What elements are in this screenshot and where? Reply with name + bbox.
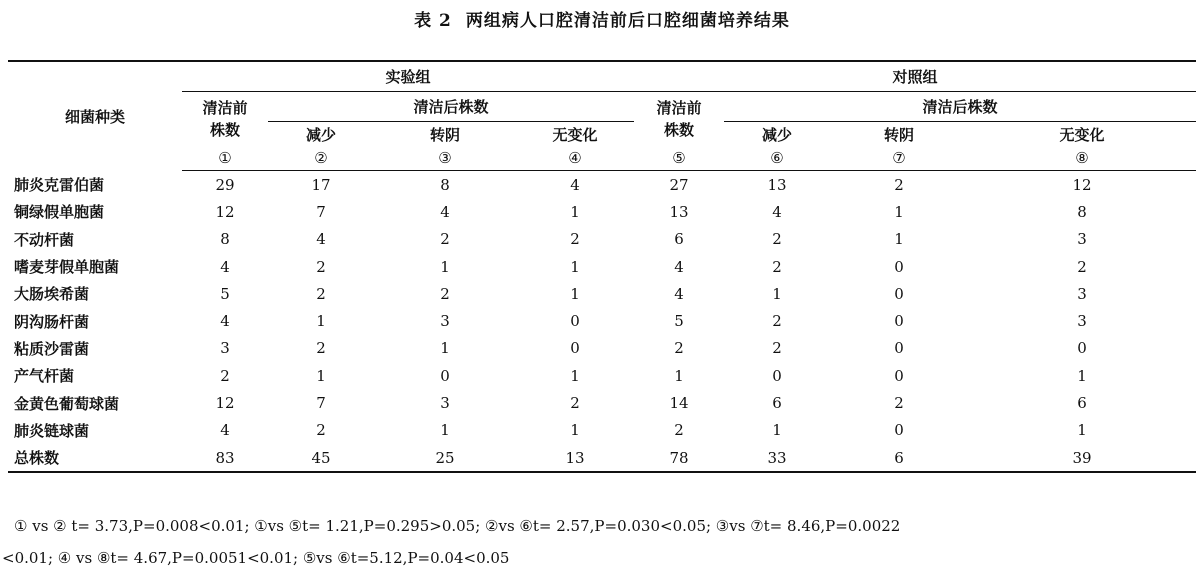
- group-header-experimental: 实验组: [182, 61, 634, 92]
- count-cell: 5: [674, 312, 684, 331]
- count-cell: 8: [440, 175, 450, 194]
- count-cell: 2: [440, 230, 450, 249]
- ctl-col-negative: 转阴: [884, 125, 915, 144]
- bacteria-name-cell: 不动杆菌: [14, 230, 75, 249]
- count-cell: 12: [1072, 175, 1092, 194]
- count-cell: 1: [570, 257, 580, 276]
- count-cell: 1: [440, 421, 450, 440]
- count-cell: 1: [772, 284, 782, 303]
- count-cell: 0: [772, 366, 782, 385]
- count-cell: 0: [894, 312, 904, 331]
- table-row: [8, 280, 1196, 307]
- table-row: [8, 171, 1196, 199]
- count-cell: 14: [669, 394, 689, 413]
- bacteria-name-cell: 金黄色葡萄球菌: [14, 394, 120, 413]
- ctl-before-count-header: [634, 92, 724, 147]
- table-title: [0, 6, 1204, 31]
- marker-5: ⑤: [634, 146, 724, 171]
- exp-col-unchanged: 无变化: [552, 125, 598, 144]
- group-header-control: 对照组: [634, 61, 1196, 92]
- count-cell: 3: [220, 339, 230, 358]
- count-cell: 1: [570, 421, 580, 440]
- bacteria-name-cell: 产气杆菌: [14, 367, 75, 386]
- count-cell: 4: [674, 284, 684, 303]
- table-row: [8, 198, 1196, 225]
- count-cell: 12: [215, 202, 235, 221]
- count-cell: 1: [894, 202, 904, 221]
- count-cell: 1: [316, 366, 326, 385]
- table-row: [8, 389, 1196, 416]
- bacteria-name-cell: 阴沟肠杆菌: [14, 312, 90, 331]
- count-cell: 0: [1077, 339, 1087, 358]
- count-cell: 3: [440, 312, 450, 331]
- count-cell: 4: [674, 257, 684, 276]
- count-cell: 13: [516, 444, 634, 472]
- count-cell: 1: [570, 202, 580, 221]
- count-cell: 2: [570, 230, 580, 249]
- count-cell: 6: [772, 394, 782, 413]
- count-cell: 2: [894, 394, 904, 413]
- count-cell: 2: [316, 339, 326, 358]
- bacteria-name-cell: 总株数: [8, 444, 182, 472]
- exp-before-line2: 株数: [209, 121, 240, 139]
- count-cell: 78: [634, 444, 724, 472]
- count-cell: 2: [772, 257, 782, 276]
- ctl-before-line1: 清洁前: [656, 99, 702, 117]
- count-cell: 2: [440, 284, 450, 303]
- count-cell: 2: [220, 366, 230, 385]
- table-row: [8, 253, 1196, 280]
- ctl-after-count-header: 清洁后株数: [724, 92, 1196, 122]
- exp-col-decrease: 减少: [305, 125, 336, 144]
- count-cell: 45: [268, 444, 374, 472]
- count-cell: 4: [220, 421, 230, 440]
- bacteria-name-cell: 粘质沙雷菌: [14, 339, 90, 358]
- count-cell: 2: [772, 339, 782, 358]
- ctl-before-line2: 株数: [664, 121, 695, 139]
- count-cell: 2: [1077, 257, 1087, 276]
- count-cell: 6: [830, 444, 968, 472]
- count-cell: 2: [316, 257, 326, 276]
- count-cell: 2: [894, 175, 904, 194]
- exp-after-count-header: 清洁后株数: [268, 92, 634, 122]
- marker-8: ⑧: [968, 146, 1196, 171]
- table-number: 表 2: [414, 11, 452, 31]
- count-cell: 4: [440, 202, 450, 221]
- count-cell: 1: [440, 257, 450, 276]
- count-cell: 3: [1077, 230, 1087, 249]
- count-cell: 0: [894, 339, 904, 358]
- count-cell: 83: [182, 444, 268, 472]
- footnote-line-1: ① vs ② t= 3.73,P=0.008<0.01; ①vs ⑤t= 1.21,P=0.295>0.05; ②vs ⑥t= 2.57,P=0.030<0.05; ③vs ⑦t= 8.46,P=0.0022: [14, 517, 901, 535]
- footnote-line-2: <0.01; ④ vs ⑧t= 4.67,P=0.0051<0.01; ⑤vs ⑥t=5.12,P=0.04<0.05: [2, 549, 510, 567]
- count-cell: 3: [1077, 312, 1087, 331]
- table-caption: 两组病人口腔清洁前后口腔细菌培养结果: [465, 11, 790, 31]
- count-cell: 4: [772, 202, 782, 221]
- count-cell: 0: [440, 366, 450, 385]
- exp-before-count-header: [182, 92, 268, 147]
- count-cell: 4: [316, 230, 326, 249]
- bacteria-name-cell: 大肠埃希菌: [14, 285, 90, 304]
- count-cell: 2: [674, 421, 684, 440]
- count-cell: 1: [570, 366, 580, 385]
- count-cell: 6: [674, 230, 684, 249]
- count-cell: 12: [215, 394, 235, 413]
- ctl-col-unchanged: 无变化: [1059, 125, 1105, 144]
- count-cell: 0: [894, 421, 904, 440]
- count-cell: 2: [316, 284, 326, 303]
- bacteria-culture-table: [8, 60, 1196, 473]
- count-cell: 2: [674, 339, 684, 358]
- count-cell: 1: [1077, 421, 1087, 440]
- count-cell: 1: [440, 339, 450, 358]
- table-body: [8, 171, 1196, 473]
- count-cell: 2: [772, 230, 782, 249]
- count-cell: 4: [220, 257, 230, 276]
- exp-col-negative: 转阴: [429, 125, 460, 144]
- table-row: [8, 417, 1196, 444]
- marker-4: ④: [516, 146, 634, 171]
- count-cell: 1: [316, 312, 326, 331]
- count-cell: 33: [724, 444, 830, 472]
- count-cell: 0: [894, 257, 904, 276]
- bacteria-name-cell: 肺炎链球菌: [14, 421, 90, 440]
- marker-6: ⑥: [724, 146, 830, 171]
- count-cell: 4: [220, 312, 230, 331]
- table-row: [8, 307, 1196, 334]
- count-cell: 17: [311, 175, 331, 194]
- count-cell: 1: [894, 230, 904, 249]
- count-cell: 27: [669, 175, 689, 194]
- count-cell: 8: [220, 230, 230, 249]
- count-cell: 3: [440, 394, 450, 413]
- count-cell: 0: [570, 339, 580, 358]
- count-cell: 2: [316, 421, 326, 440]
- count-cell: 25: [374, 444, 516, 472]
- count-cell: 4: [570, 175, 580, 194]
- exp-before-line1: 清洁前: [202, 99, 248, 117]
- ctl-col-decrease: 减少: [762, 125, 793, 144]
- count-cell: 1: [570, 284, 580, 303]
- count-cell: 2: [570, 394, 580, 413]
- count-cell: 0: [570, 312, 580, 331]
- table-row: [8, 444, 1196, 472]
- count-cell: 0: [894, 284, 904, 303]
- bacteria-name-cell: 铜绿假单胞菌: [14, 203, 105, 222]
- count-cell: 2: [772, 312, 782, 331]
- count-cell: 13: [767, 175, 787, 194]
- row-header: 细菌种类: [8, 61, 182, 171]
- count-cell: 13: [669, 202, 689, 221]
- count-cell: 1: [674, 366, 684, 385]
- count-cell: 7: [316, 394, 326, 413]
- count-cell: 5: [220, 284, 230, 303]
- bacteria-name-cell: 嗜麦芽假单胞菌: [14, 258, 120, 277]
- marker-1: ①: [182, 146, 268, 171]
- table-row: [8, 335, 1196, 362]
- marker-7: ⑦: [830, 146, 968, 171]
- count-cell: 7: [316, 202, 326, 221]
- count-cell: 6: [1077, 394, 1087, 413]
- bacteria-name-cell: 肺炎克雷伯菌: [14, 175, 105, 194]
- table-row: [8, 226, 1196, 253]
- count-cell: 0: [894, 366, 904, 385]
- count-cell: 8: [1077, 202, 1087, 221]
- count-cell: 39: [968, 444, 1196, 472]
- marker-3: ③: [374, 146, 516, 171]
- count-cell: 3: [1077, 284, 1087, 303]
- marker-2: ②: [268, 146, 374, 171]
- table-row: [8, 362, 1196, 389]
- count-cell: 29: [215, 175, 235, 194]
- count-cell: 1: [772, 421, 782, 440]
- count-cell: 1: [1077, 366, 1087, 385]
